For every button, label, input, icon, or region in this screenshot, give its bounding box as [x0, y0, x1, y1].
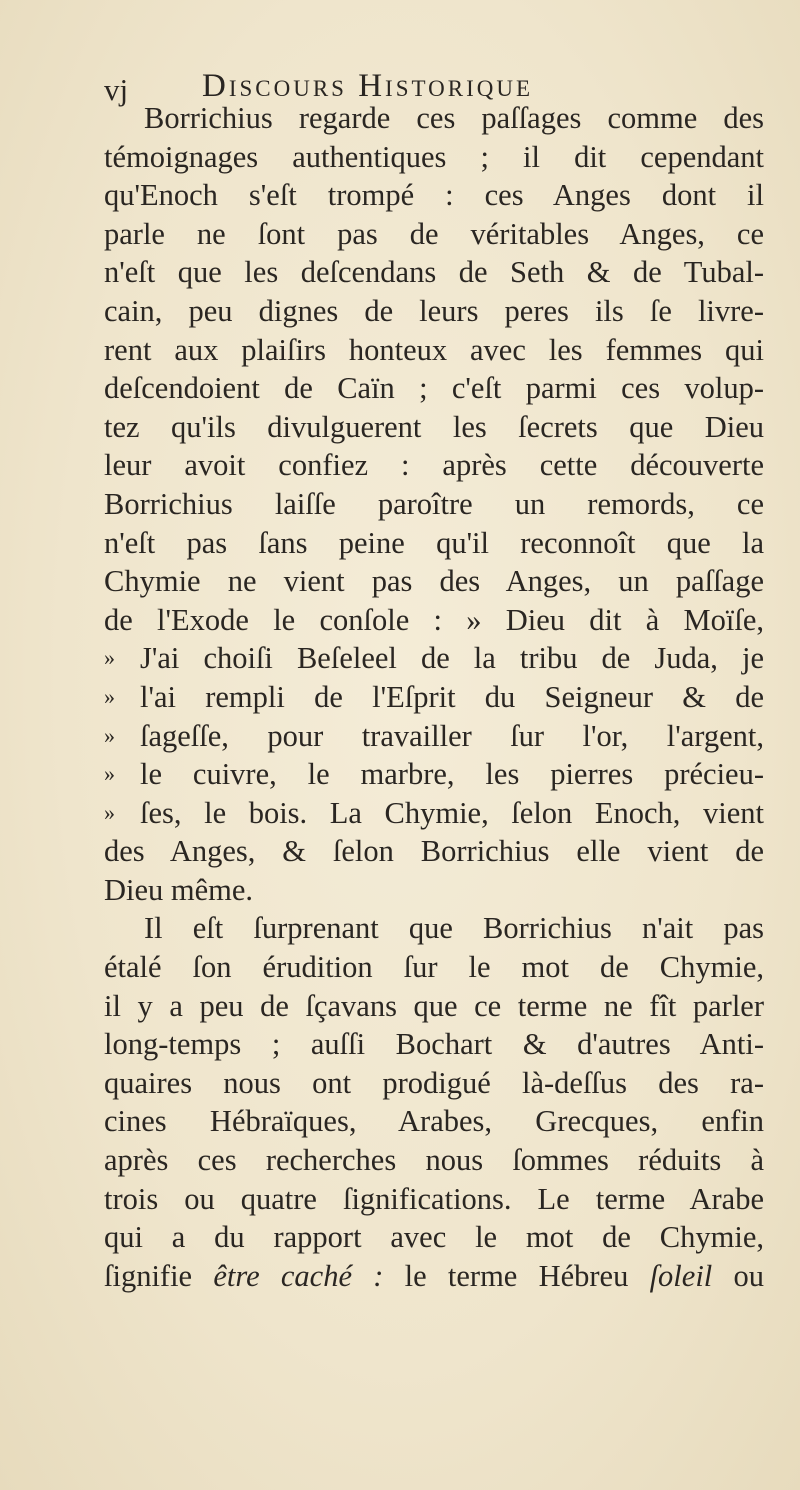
text-segment: le terme Hébreu	[404, 1258, 629, 1293]
text-line: Borrichius regarde ces paſſages comme des	[144, 101, 764, 135]
text-line: témoignages authentiques ; il dit cependant	[104, 139, 764, 174]
text-segment: ſignifie	[104, 1258, 193, 1293]
quote-mark: »	[104, 799, 115, 825]
text-line: deſcendoient de Caïn ; c'eſt parmi ces volup-	[104, 371, 764, 406]
text-line: des Anges, & ſelon Borrichius elle vient de	[104, 834, 764, 869]
quote-line	[104, 639, 764, 678]
text-line: Chymie ne vient pas des Anges, un paſſage	[104, 564, 764, 599]
text-line: rent aux plaiſirs honteux avec les femmes qui	[104, 332, 764, 367]
quote-line-text: ſes, le bois. La Chymie, ſelon Enoch, vient	[140, 795, 764, 830]
text-line: de l'Exode le conſole : » Dieu dit à Moïſe,	[104, 602, 764, 637]
quote-line-text: l'ai rempli de l'Eſprit du Seigneur & de	[140, 679, 764, 714]
text-line: n'eſt pas ſans peine qu'il reconnoît que la	[104, 525, 764, 560]
text-line: qu'Enoch s'eſt trompé : ces Anges dont il	[104, 178, 764, 213]
quote-line	[104, 678, 764, 717]
text-line: long-temps ; auſſi Bochart & d'autres Anti-	[104, 1027, 764, 1062]
text-line: tez qu'ils divulguerent les ſecrets que Dieu	[104, 409, 764, 444]
text-line: Dieu même.	[104, 872, 254, 907]
quote-line-text: le cuivre, le marbre, les pierres précieu-	[140, 757, 764, 792]
text-segment: ou	[733, 1258, 765, 1293]
page-number: vj	[104, 72, 129, 107]
text-line: étalé ſon érudition ſur le mot de Chymie,	[104, 950, 764, 985]
quote-mark: »	[104, 683, 115, 709]
text-line: après ces recherches nous ſommes réduits à	[104, 1143, 764, 1178]
text-line-last	[104, 1257, 764, 1296]
italic-segment: ſoleil	[649, 1258, 713, 1293]
quote-line-text: J'ai choiſi Beſeleel de la tribu de Juda, je	[140, 641, 764, 676]
text-line: cines Hébraïques, Arabes, Grecques, enfin	[104, 1104, 764, 1139]
quote-line	[104, 794, 764, 833]
quote-mark: »	[104, 645, 115, 671]
text-line: quaires nous ont prodigué là-deſſus des ra-	[104, 1065, 764, 1100]
text-line: il y a peu de ſçavans que ce terme ne fît parler	[104, 988, 764, 1023]
quote-line	[104, 717, 764, 756]
text-line: Il eſt ſurprenant que Borrichius n'ait pas	[144, 911, 764, 946]
body-text	[104, 99, 764, 1295]
quote-line-text: ſageſſe, pour travailler ſur l'or, l'argent,	[140, 718, 764, 753]
quote-mark: »	[104, 722, 115, 748]
quote-line	[104, 755, 764, 794]
text-line: leur avoit confiez : après cette découverte	[104, 448, 764, 483]
text-line: cain, peu dignes de leurs peres ils ſe livre-	[104, 293, 764, 328]
running-title: Discours Historique	[202, 68, 534, 104]
italic-segment: être caché :	[213, 1258, 384, 1293]
text-line: n'eſt que les deſcendans de Seth & de Tubal-	[104, 255, 764, 290]
text-line: qui a du rapport avec le mot de Chymie,	[104, 1220, 764, 1255]
quote-mark: »	[104, 761, 115, 787]
text-line: trois ou quatre ſignifications. Le terme Arabe	[104, 1181, 764, 1216]
text-line: parle ne ſont pas de véritables Anges, ce	[104, 216, 764, 251]
text-line: Borrichius laiſſe paroître un remords, ce	[104, 486, 764, 521]
